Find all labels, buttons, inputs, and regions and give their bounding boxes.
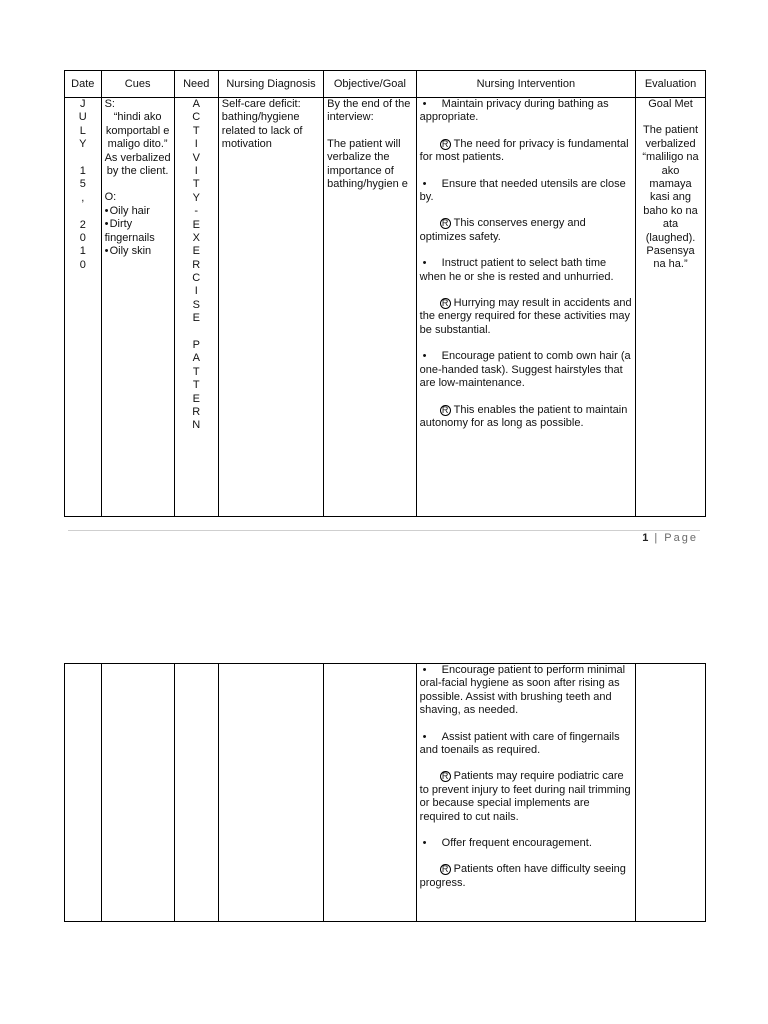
intervention-item [420, 731, 632, 758]
rationale-icon: R [440, 405, 451, 416]
objective-cues-list [105, 205, 171, 259]
rationale-icon: R [440, 139, 451, 150]
date-char: L [79, 124, 86, 137]
evaluation-status: Goal Met [648, 98, 693, 110]
page-word: Page [664, 532, 698, 544]
subjective-label: S: [104, 98, 115, 110]
table-row [65, 664, 706, 922]
need-char: E [192, 312, 200, 325]
cues-cell [101, 98, 174, 517]
need-char: E [192, 392, 200, 405]
intervention-text: Encourage patient to perform minimal oral-facial hygiene as soon after rising as possible. Assist with brushing teeth and shaving, as needed. [419, 664, 626, 717]
header-nursing-diagnosis: Nursing Diagnosis [218, 71, 323, 98]
rationale [420, 297, 632, 337]
intervention-text: Maintain privacy during bathing as appropriate. [419, 98, 609, 124]
rationale [420, 217, 632, 244]
evaluation-cell-empty [636, 664, 706, 922]
nursing-diagnosis-text: Self-care deficit: bathing/hygiene related to lack of motivation [221, 98, 303, 151]
header-cues: Cues [101, 71, 174, 98]
need-char: N [192, 419, 201, 432]
need-char: A [192, 98, 200, 110]
objective-cue-text: Dirty fingernails [104, 218, 155, 244]
bullet-icon: • [104, 245, 109, 258]
need-char: E [192, 245, 200, 258]
objective-label: O: [104, 191, 117, 204]
date-char [68, 152, 98, 165]
rationale-text: Patients may require podiatric care to prevent injury to feet during nail trimming or because special implements are required to cut nails. [419, 770, 631, 823]
objective-cue-item [105, 245, 171, 258]
objective-cue-item [105, 218, 171, 245]
need-cell [174, 98, 218, 517]
need-char: - [194, 205, 199, 218]
need-char: S [192, 298, 200, 311]
header-row [65, 71, 706, 98]
rationale-text: Hurrying may result in accidents and the energy required for these activities may be substantial. [419, 297, 632, 336]
rationale-icon: R [440, 298, 451, 309]
date-cell [65, 98, 102, 517]
intervention-item [420, 664, 632, 718]
intervention-cell [416, 98, 635, 517]
intervention-text: Offer frequent encouragement. [441, 837, 592, 850]
bullet-icon: • [422, 257, 427, 270]
date-char: 1 [79, 245, 86, 258]
need-char [178, 326, 215, 339]
rationale-text: This conserves energy and optimizes safety. [419, 217, 586, 243]
intervention-item [420, 837, 632, 850]
need-char: C [192, 111, 201, 124]
diagnosis-cell-empty [218, 664, 323, 922]
intervention-text: Ensure that needed utensils are close by. [419, 177, 626, 204]
objective-cell [324, 98, 416, 517]
need-char: V [192, 151, 200, 164]
intervention-item [420, 98, 632, 125]
rationale-icon: R [440, 771, 451, 782]
need-char: T [192, 365, 200, 378]
need-char: I [194, 164, 198, 177]
need-cell-empty [174, 664, 218, 922]
care-plan-table-page1 [64, 70, 706, 517]
need-char: I [194, 285, 198, 298]
date-char: Y [79, 138, 87, 151]
need-char: C [192, 272, 201, 285]
need-char: A [192, 352, 200, 365]
page-separator: | [654, 532, 660, 544]
need-char: R [192, 405, 201, 418]
cues-cell-empty [101, 664, 174, 922]
header-objective-goal: Objective/Goal [324, 71, 416, 98]
footer-divider [68, 530, 700, 531]
intervention-item [420, 178, 632, 205]
intervention-text: Assist patient with care of fingernails and toenails as required. [419, 730, 620, 757]
bullet-icon: • [422, 837, 427, 850]
objective-cue-text: Oily hair [109, 204, 150, 217]
intervention-cell [416, 664, 635, 922]
need-char: T [192, 178, 200, 191]
intervention-text: Instruct patient to select bath time when he or she is rested and unhurried. [419, 257, 614, 283]
objective-goal: The patient will verbalize the importance of bathing/hygien e [327, 137, 408, 191]
need-char: I [194, 138, 198, 151]
diagnosis-cell [218, 98, 323, 517]
need-char: R [192, 258, 201, 271]
bullet-icon: • [422, 664, 427, 676]
bullet-icon: • [422, 730, 427, 743]
date-char: 5 [79, 178, 86, 191]
bullet-icon: • [104, 204, 109, 217]
intervention-text: Encourage patient to comb own hair (a one-handed task). Suggest hairstyles that are low-maintenance. [419, 350, 631, 390]
need-char: T [192, 124, 200, 137]
rationale [420, 770, 632, 824]
header-nursing-intervention: Nursing Intervention [416, 71, 635, 98]
rationale-text: Patients often have difficulty seeing progress. [419, 863, 626, 889]
rationale [420, 138, 632, 165]
evaluation-text: The patient verbalized “maliligo na ako mamaya kasi ang baho ko na ata (laughed). Pasensya na ha.” [642, 124, 699, 271]
subjective-text: “hindi ako komportabl e maligo dito.” As verbalized by the client. [104, 111, 171, 178]
date-char: , [81, 191, 85, 204]
care-plan-table-page2 [64, 663, 706, 922]
objective-intro: By the end of the interview: [327, 98, 411, 124]
objective-cell-empty [324, 664, 416, 922]
bullet-icon: • [422, 98, 427, 110]
bullet-icon: • [104, 218, 109, 231]
date-char: 0 [79, 258, 86, 271]
date-char: 1 [79, 164, 86, 177]
objective-cue-text: Oily skin [109, 245, 152, 258]
rationale [420, 863, 632, 890]
intervention-item [420, 350, 632, 390]
header-date: Date [65, 71, 102, 98]
need-char: Y [192, 191, 200, 204]
header-evaluation: Evaluation [636, 71, 706, 98]
rationale-icon: R [440, 864, 451, 875]
date-char: U [78, 111, 87, 124]
evaluation-cell [636, 98, 706, 517]
table-row [65, 98, 706, 517]
need-char: E [192, 218, 200, 231]
page-footer [642, 532, 698, 544]
rationale [420, 404, 632, 431]
objective-cue-item [105, 205, 171, 218]
date-char: 2 [79, 218, 86, 231]
date-char: 0 [79, 231, 86, 244]
rationale-icon: R [440, 218, 451, 229]
rationale-text: This enables the patient to maintain autonomy for as long as possible. [419, 403, 628, 429]
header-need: Need [174, 71, 218, 98]
need-char: P [192, 339, 200, 352]
date-char: J [80, 98, 86, 110]
rationale-text: The need for privacy is fundamental for most patients. [419, 137, 629, 164]
date-char [68, 205, 98, 218]
page-number: 1 [642, 532, 650, 544]
need-char: X [192, 231, 200, 244]
need-char: T [192, 379, 200, 392]
date-cell-empty [65, 664, 102, 922]
bullet-icon: • [422, 350, 427, 363]
bullet-icon: • [422, 177, 427, 190]
intervention-item [420, 257, 632, 284]
